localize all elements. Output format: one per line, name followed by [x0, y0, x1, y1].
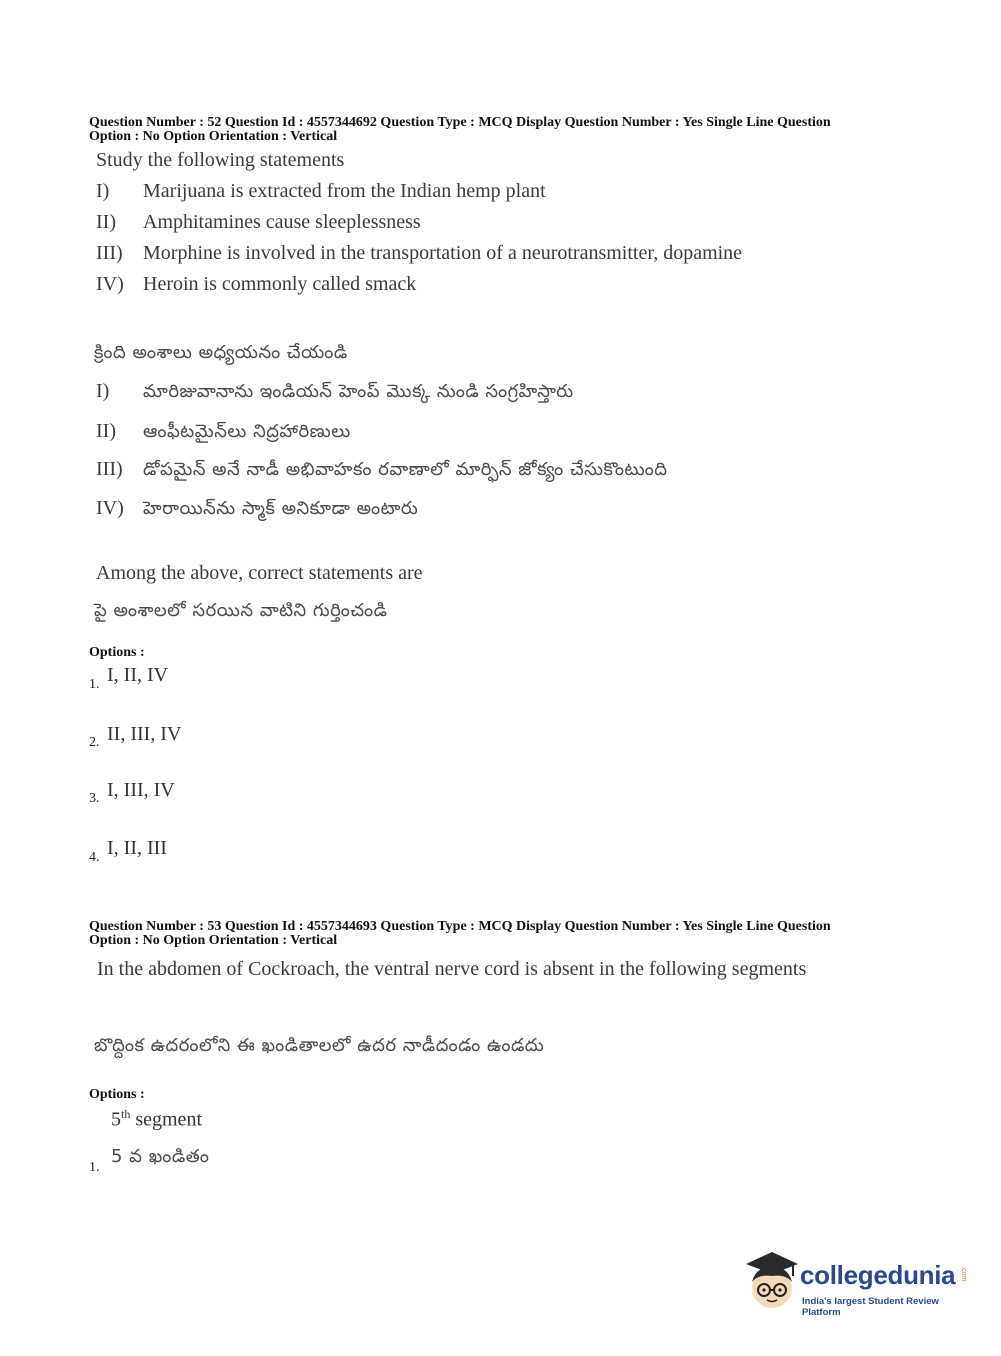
- q52-te-num-4: IV): [96, 497, 124, 519]
- q53-meta-line2: Option : No Option Orientation : Vertical: [89, 933, 338, 948]
- q52-te-num-3: III): [96, 458, 123, 480]
- q52-ask-te: పై అంశాలలో సరయిన వాటిని గుర్తించండి: [94, 600, 388, 621]
- collegedunia-logo: [742, 1250, 972, 1318]
- q53-option-1-te[interactable]: 5 వ ఖండితం: [111, 1146, 210, 1167]
- q52-stem-te: క్రింది అంశాలు అధ్యయనం చేయండి: [94, 342, 348, 363]
- q52-en-stmt-2: Amphitamines cause sleeplessness: [143, 211, 421, 233]
- q53-option-1-suffix: th: [121, 1107, 131, 1121]
- q52-te-stmt-1: మారిజువానాను ఇండియన్ హెంప్ మొక్క నుండి సంగ్రహిస్తారు: [143, 381, 574, 402]
- q52-te-stmt-3: డోపమైన్ అనే నాడీ అభివాహకం రవాణాలో మార్ఫిన్ జోక్యం చేసుకొంటుంది: [143, 459, 668, 480]
- q52-te-num-2: II): [96, 420, 116, 442]
- q52-en-stmt-3: Morphine is involved in the transportation of a neurotransmitter, dopamine: [143, 242, 743, 264]
- q53-stem-en: In the abdomen of Cockroach, the ventral nerve cord is absent in the following segments: [97, 958, 807, 980]
- q52-te-stmt-2: ఆంఫీటమైన్‌లు నిద్రహారిణులు: [143, 421, 351, 442]
- q53-option-1-word: segment: [130, 1108, 202, 1131]
- q52-te-stmt-4: హెరాయిన్‌ను స్మాక్ అనికూడా అంటారు: [143, 498, 419, 519]
- q52-te-num-1: I): [96, 380, 110, 402]
- brand-com: .com: [960, 1266, 967, 1282]
- q52-en-num-3: III): [96, 242, 123, 264]
- q53-meta-line1: Question Number : 53 Question Id : 4557344693 Question Type : MCQ Display Question Number : Yes Single Line Question: [89, 919, 831, 934]
- q52-en-stmt-1: Marijuana is extracted from the Indian hemp plant: [143, 180, 546, 202]
- q52-option-2[interactable]: II, III, IV: [107, 723, 182, 745]
- q52-option-3-number: 3.: [89, 791, 100, 806]
- q52-option-3[interactable]: I, III, IV: [107, 779, 175, 801]
- q53-option-1-number: 1.: [89, 1160, 100, 1175]
- q53-option-1-ordinal: 5: [111, 1108, 121, 1131]
- q52-en-num-1: I): [96, 180, 110, 202]
- q52-ask-en: Among the above, correct statements are: [96, 562, 423, 584]
- mascot-icon: [742, 1250, 802, 1314]
- brand-tagline: India's largest Student Review Platform: [802, 1296, 939, 1318]
- q52-en-stmt-4: Heroin is commonly called smack: [143, 273, 417, 295]
- q52-meta-line1: Question Number : 52 Question Id : 4557344692 Question Type : MCQ Display Question Number : Yes Single Line Question: [89, 115, 831, 130]
- q52-options-label: Options :: [89, 645, 145, 660]
- q52-en-num-4: IV): [96, 273, 124, 295]
- q52-option-1[interactable]: I, II, IV: [107, 664, 169, 686]
- q52-stem-en: Study the following statements: [96, 149, 345, 171]
- q52-option-2-number: 2.: [89, 735, 100, 750]
- q53-stem-te: బొద్దింక ఉదరంలోని ఈ ఖండితాలలో ఉదర నాడీదండం ఉండదు: [94, 1035, 545, 1056]
- q52-option-4-number: 4.: [89, 850, 100, 865]
- brand-name: collegedunia: [800, 1260, 956, 1290]
- q52-option-1-number: 1.: [89, 677, 100, 692]
- q52-meta-line2: Option : No Option Orientation : Vertical: [89, 129, 338, 144]
- q52-option-4[interactable]: I, II, III: [107, 837, 167, 859]
- q52-en-num-2: II): [96, 211, 116, 233]
- q53-option-1-en[interactable]: [111, 1107, 202, 1132]
- q53-options-label: Options :: [89, 1087, 145, 1102]
